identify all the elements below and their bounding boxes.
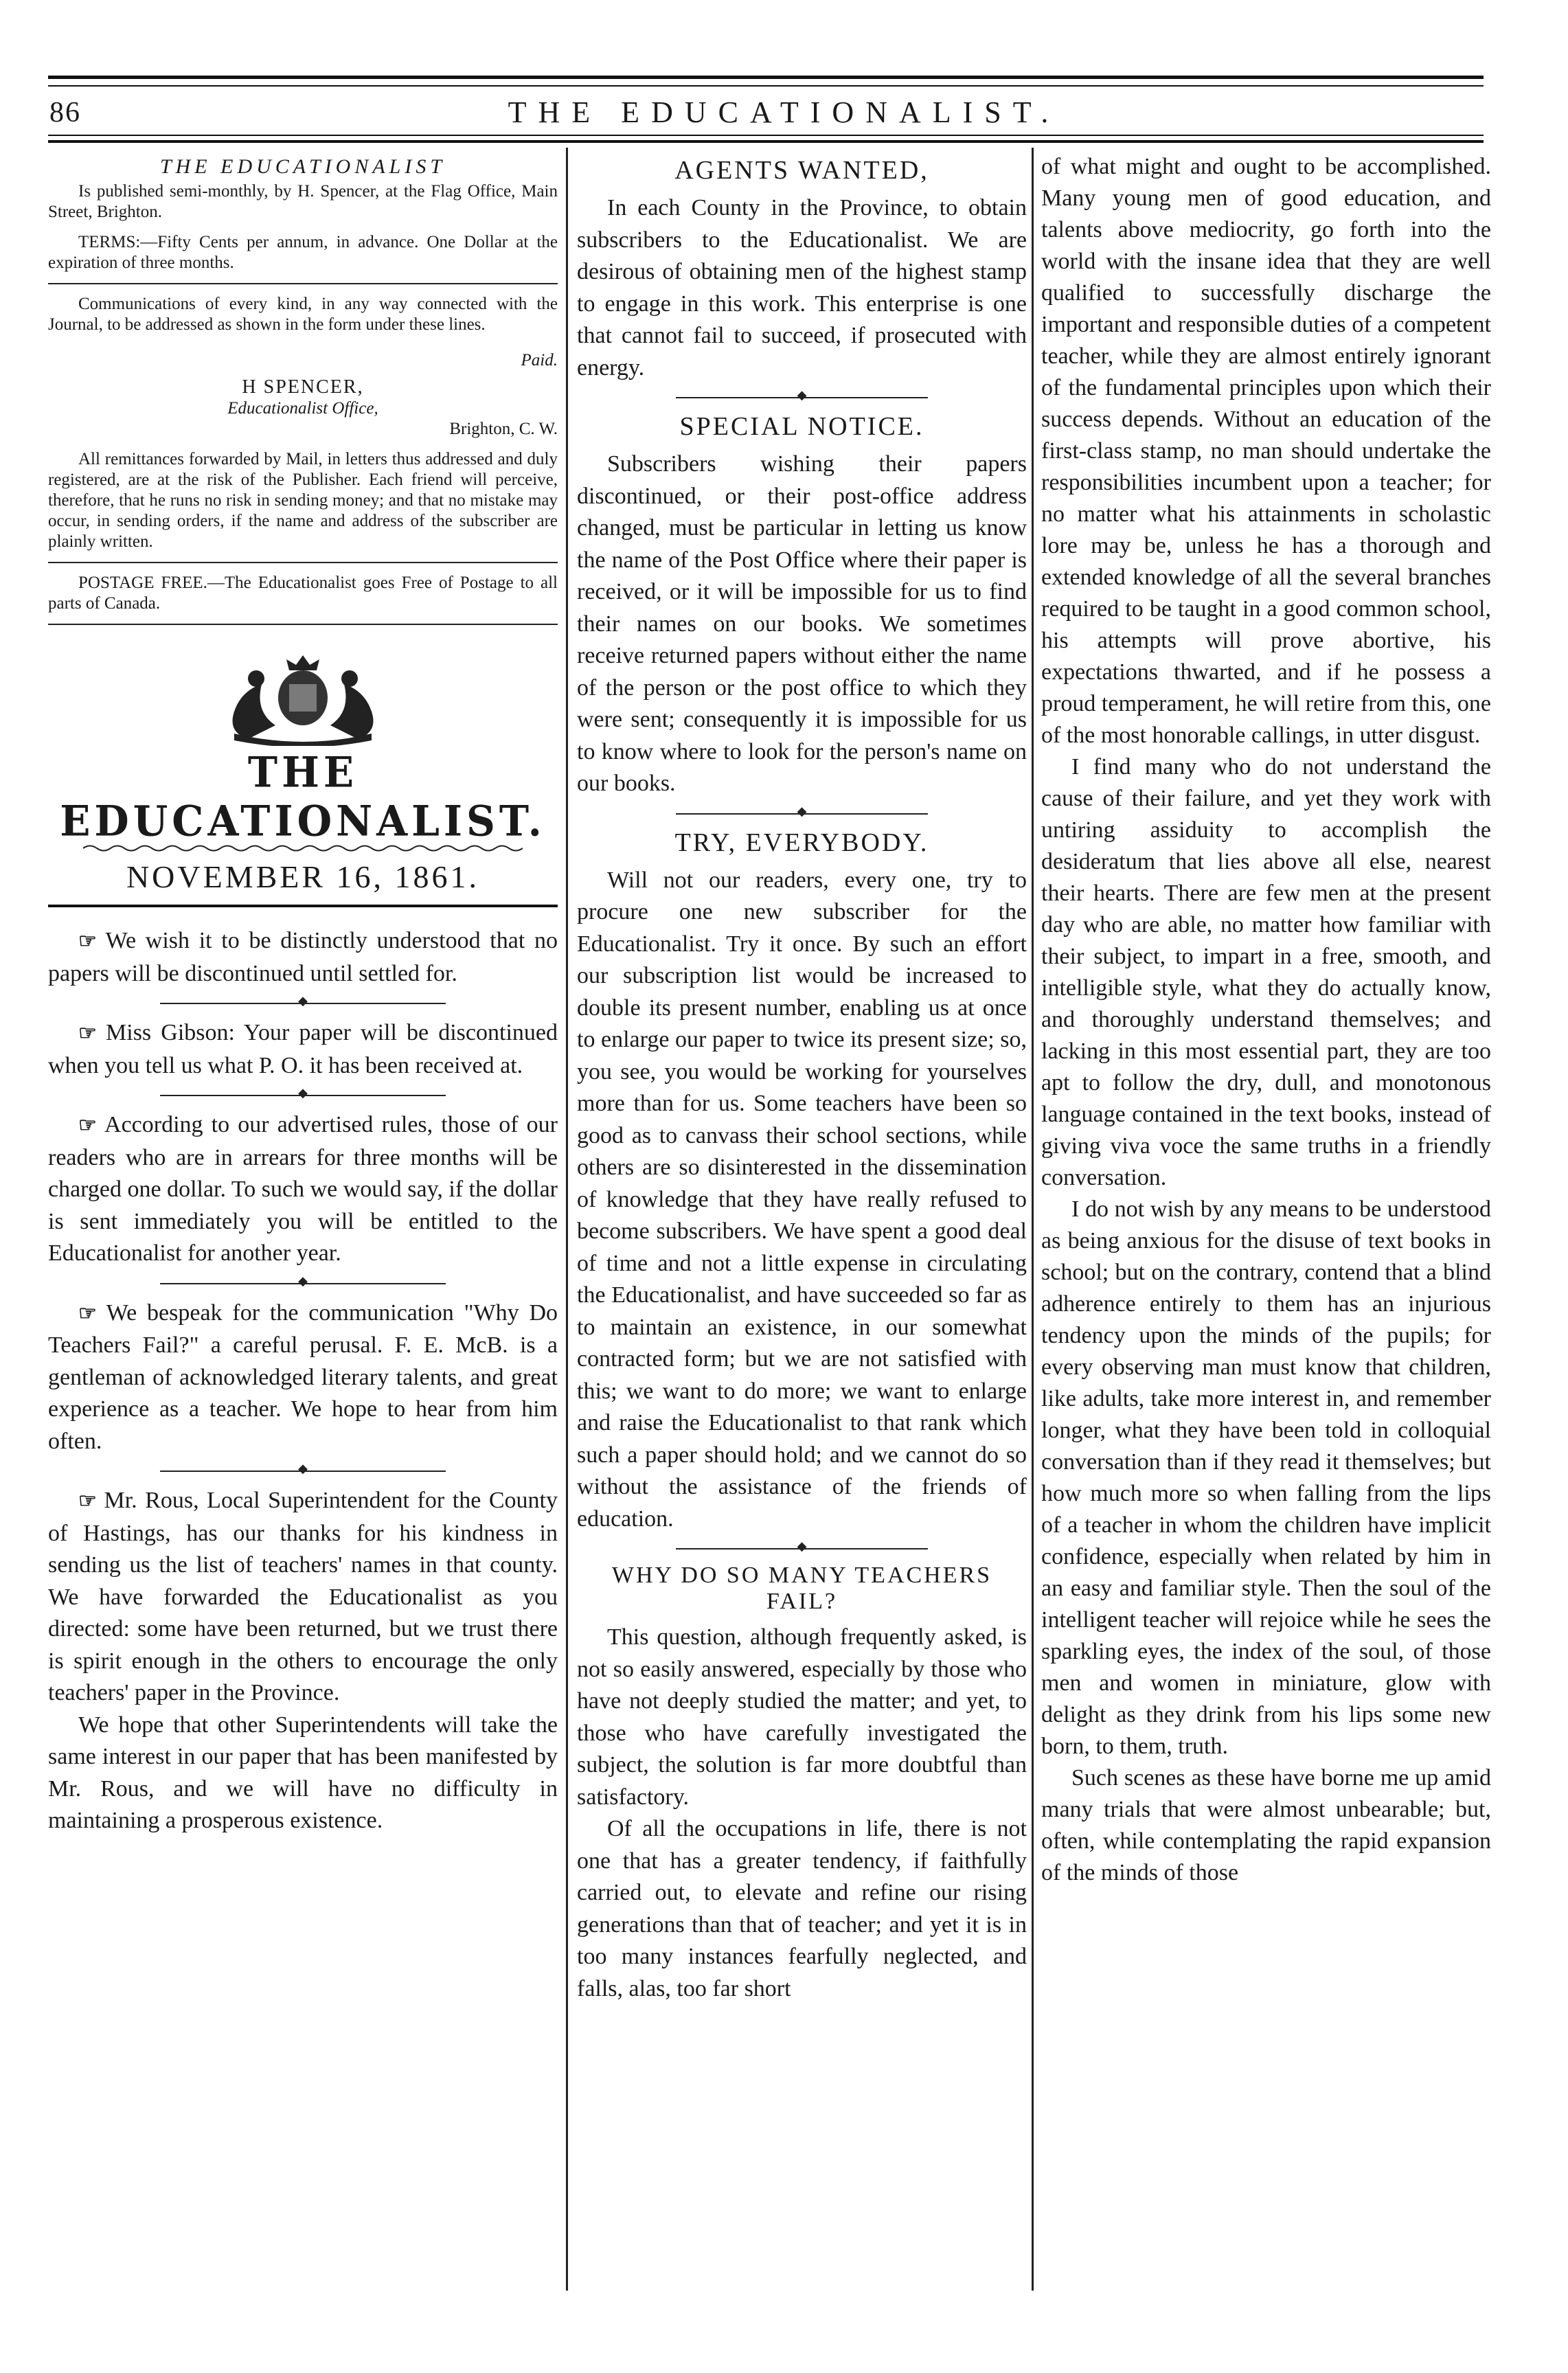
- separator: [577, 807, 1027, 821]
- notice-text: Miss Gibson: Your paper will be discontinued when you tell us what P. O. it has been received at.: [48, 1020, 558, 1078]
- pointing-hand-icon: ☞: [78, 930, 106, 953]
- notice-text: According to our advertised rules, those of our readers who are in arrears for three months will be charged one dollar. To such we would say, if the dollar is sent immediately you will be entitled to the Educationalist for another year.: [48, 1112, 558, 1266]
- column-divider-2: [1032, 148, 1034, 2291]
- separator: [48, 1089, 558, 1102]
- notice-superintendents: We hope that other Superintendents will take the same interest in our paper that has been manifested by Mr. Rous, and we will have no difficulty in maintaining a prosperous existence.: [48, 1712, 558, 1833]
- separator: [48, 997, 558, 1010]
- agents-wanted-text: In each County in the Province, to obtain subscribers to the Educationalist. We are desirous of obtaining men of the highest stamp to engage in this work. This enterprise is one that cannot fail to succeed, if prosecuted with energy.: [577, 195, 1027, 381]
- notice-discontinued: [48, 925, 558, 990]
- masthead: THE EDUCATIONALIST.: [60, 747, 546, 846]
- column-divider-1: [566, 148, 568, 2291]
- masthead-small: THE EDUCATIONALIST: [159, 155, 446, 178]
- page-number: 86: [49, 97, 81, 128]
- separator: [48, 624, 558, 625]
- column-3: [1041, 151, 1491, 2280]
- communications: Communications of every kind, in any way connected with the Journal, to be addressed as shown in the form under these lines.: [48, 295, 558, 334]
- date-rule: [48, 905, 558, 907]
- notice-arrears: [48, 1109, 558, 1270]
- head-rule-thin: [48, 135, 1484, 136]
- postage-notice: POSTAGE FREE.—The Educationalist goes Free of Postage to all parts of Canada.: [48, 574, 558, 613]
- royal-crest-icon: [193, 643, 413, 746]
- column-2: [577, 151, 1027, 2280]
- notice-miss-gibson: [48, 1017, 558, 1082]
- separator: [48, 1464, 558, 1478]
- article-paragraph: I do not wish by any means to be understood as being anxious for the disuse of text books in school; but on the contrary, contend that a blind adherence entirely to them has an injurious tendency upon the minds of the pupils; for every observing man must know that children, like adults, take more interest in, and remember longer, what they have been told in colloquial conversation than if they read it themselves; but how much more so when falling from the lips of a teacher in whom the children have implicit confidence, especially when related by him in an easy and familiar style. Then the soul of the intelligent teacher will rejoice while he sees the sparkling eyes, the index of the soul, of those men and women in miniature, glow with delight as they drink from his lips some new born, to them, truth.: [1041, 1196, 1491, 1759]
- top-rule-thin: [48, 85, 1484, 87]
- paid-label: Paid.: [521, 351, 558, 370]
- pointing-hand-icon: ☞: [78, 1302, 106, 1325]
- head-rule: [48, 140, 1484, 143]
- special-notice-heading: SPECIAL NOTICE.: [679, 412, 924, 441]
- column-1: [48, 151, 558, 2280]
- special-notice-text: Subscribers wishing their papers discontinued, or their post-office address changed, must be particular in letting us know the name of the Post Office where their paper is received, or it will be impossible for us to find their names on our books. We sometimes receive returned papers without either the name of the person or the post office to which they were sent; consequently it is impossible for us to know where to look for the person's name on our books.: [577, 451, 1027, 796]
- try-everybody-text: Will not our readers, every one, try to procure one new subscriber for the Educationalist. Try it once. By such an effort our subscription list would be increased to double its present number, enabling us at once to enlarge our paper to twice its present size; so, you see, you would be working for yourselves more than for us. Some teachers have been so good as to canvass their school sections, while others are so disinterested in the dissemination of knowledge that they have really refused to become subscribers. We have spent a good deal of time and not a little expense in circulating the Educationalist, and have succeeded so far as to maintain an existence, in our somewhat contracted form; but we are not satisfied with this; we want to do more; we want to enlarge and raise the Educationalist to that rank which such a paper should hold; and we cannot do so without the assistance of the friends of education.: [577, 867, 1027, 1532]
- signature-name: H SPENCER,: [242, 376, 364, 398]
- separator: [48, 283, 558, 284]
- pointing-hand-icon: ☞: [78, 1022, 106, 1045]
- notice-communication: [48, 1297, 558, 1458]
- article-paragraph: I find many who do not understand the cause of their failure, and yet they work with untiring assiduity to accomplish the desideratum that lies above all else, nearest their hearts. There are few men at the present day who are able, no matter how familiar with their subject, to impart in a free, smooth, and intelligible style, what they do actually know, and thoroughly understand themselves; and lacking in this most essential part, they are too apt to follow the dry, dull, and monotonous language contained in the text books, instead of giving viva voce the same truths in a friendly conversation.: [1041, 754, 1491, 1190]
- separator: [48, 1277, 558, 1291]
- notice-text: We wish it to be distinctly understood that no papers will be discontinued until settled for.: [48, 928, 558, 986]
- remittances: All remittances forwarded by Mail, in letters thus addressed and duly registered, are at the risk of the Publisher. Each friend will perceive, therefore, that he runs no risk in sending money; and that no mistake may occur, in sending orders, if the name and address of the subscriber are plainly written.: [48, 450, 558, 551]
- article-paragraph: Of all the occupations in life, there is not one that has a greater tendency, if faithfully carried out, to elevate and refine our rising generations than that of teacher; and yet it is in too many instances fearfully neglected, and falls, alas, too far short: [577, 1816, 1027, 2001]
- signature-place: Brighton, C. W.: [449, 420, 558, 438]
- article-paragraph: Such scenes as these have borne me up amid many trials that were almost unbearable; but, often, while contemplating the rapid expansion of the minds of those: [1041, 1765, 1491, 1885]
- notice-mr-rous: [48, 1485, 558, 1710]
- separator: [48, 562, 558, 563]
- running-head: THE EDUCATIONALIST.: [508, 95, 1060, 129]
- publication-info: Is published semi-monthly, by H. Spencer, at the Flag Office, Main Street, Brighton.: [48, 182, 558, 221]
- notice-text: Mr. Rous, Local Superintendent for the County of Hastings, has our thanks for his kindness in sending us the list of teachers' names in that county. We have forwarded the Educationalist as you directed: some have been returned, but we trust there is spirit enough in the others to encourage the only teachers' paper in the Province.: [48, 1488, 558, 1705]
- article-paragraph: This question, although frequently asked, is not so easily answered, especially by those who have not deeply studied the matter; and yet, to those who have carefully investigated the subject, the solution is far more doubtful than satisfactory.: [577, 1624, 1027, 1810]
- top-rule: [48, 76, 1484, 79]
- notice-text: We bespeak for the communication "Why Do Teachers Fail?" a careful perusal. F. E. McB. is a gentleman of acknowledged literary talents, and great experience as a teacher. We hope to hear from him often.: [48, 1299, 558, 1454]
- article-paragraph: of what might and ought to be accomplished. Many young men of good education, and talents above mediocrity, go forth into the world with the insane idea that they are well qualified to successfully discharge the important and responsible duties of a competent teacher, while they are almost entirely ignorant of the fundamental principles upon which their success depends. Without an education of the first-class stamp, no man should undertake the responsibilities incumbent upon a teacher; for no matter what his attainments in scholastic lore may be, unless he has a thorough and extended knowledge of all the several branches required to be taught in a good common school, his attempts will prove abortive, his expectations thwarted, and if he possess a proud temperament, he will retire from this, one of the most honorable callings, in utter disgust.: [1041, 154, 1491, 748]
- agents-wanted-heading: AGENTS WANTED,: [674, 156, 929, 185]
- pointing-hand-icon: ☞: [78, 1114, 105, 1137]
- try-everybody-heading: TRY, EVERYBODY.: [674, 828, 929, 857]
- separator: [577, 1542, 1027, 1556]
- issue-date: NOVEMBER 16, 1861.: [126, 859, 480, 894]
- pointing-hand-icon: ☞: [78, 1490, 104, 1512]
- terms: TERMS:—Fifty Cents per annum, in advance. One Dollar at the expiration of three months.: [48, 233, 558, 272]
- separator: [577, 391, 1027, 405]
- why-teachers-fail-heading: WHY DO SO MANY TEACHERS FAIL?: [611, 1563, 992, 1614]
- signature-office: Educationalist Office,: [227, 399, 378, 418]
